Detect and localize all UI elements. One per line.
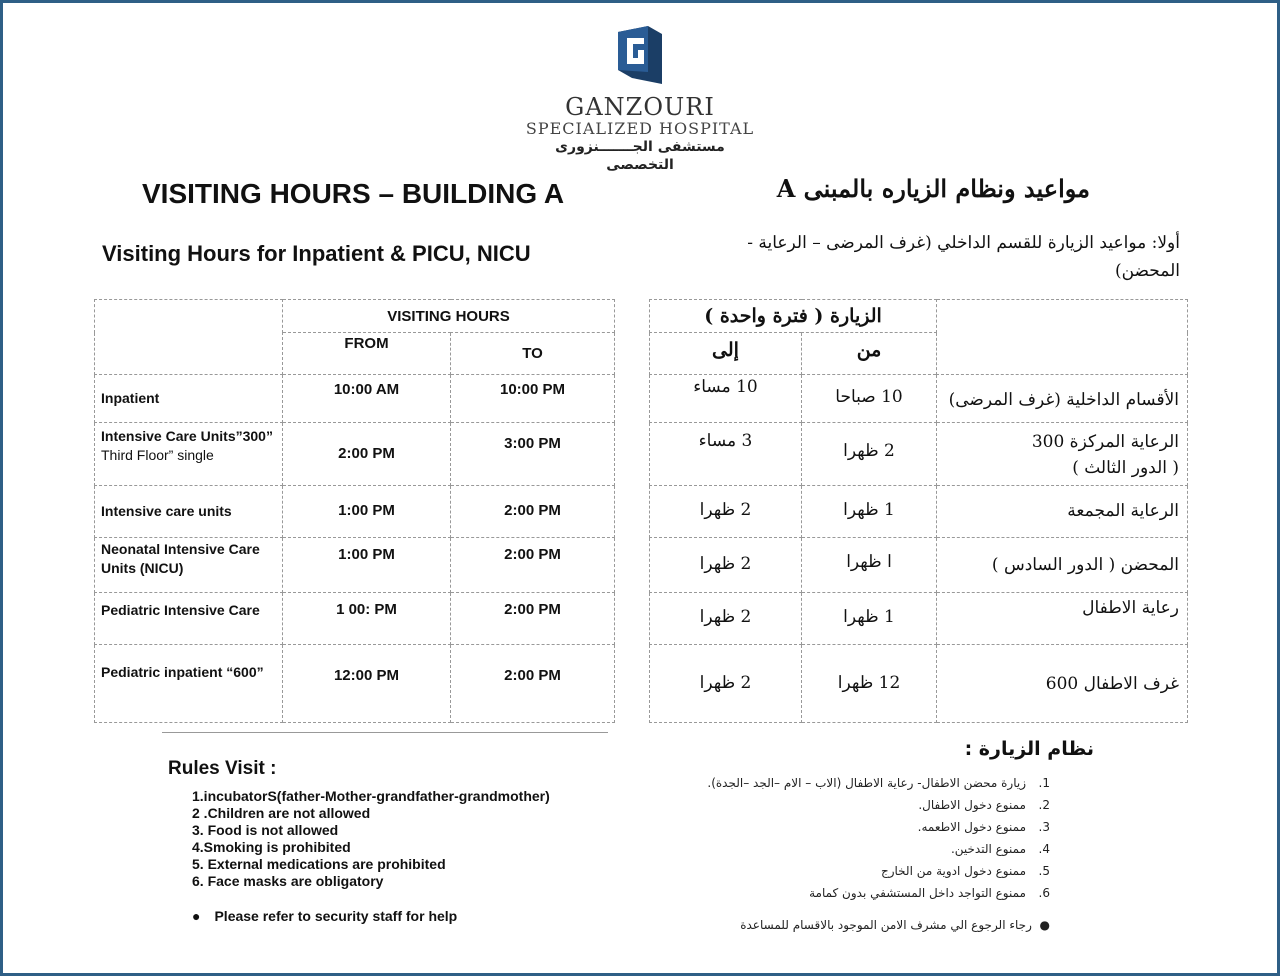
rule-text: زيارة محضن الاطفال- رعاية الاطفال (الاب – الام –الجد –الجدة). (707, 776, 1026, 790)
table-row (95, 645, 615, 723)
row-from: 1 ظهرا (802, 593, 937, 645)
rules-title-ar: نظام الزيارة : (964, 738, 1094, 760)
row-from: 12:00 PM (283, 645, 451, 723)
rule-item: 5. External medications are prohibited (192, 856, 446, 872)
logo-subtitle: SPECIALIZED HOSPITAL (525, 119, 755, 138)
row-to: 3 مساء (650, 423, 802, 486)
row-to: 2:00 PM (451, 538, 615, 593)
table-row (650, 375, 1188, 423)
table-row (95, 593, 615, 645)
row-label: Pediatric Intensive Care (95, 593, 283, 645)
table-row (650, 486, 1188, 538)
row-from: 10:00 AM (283, 375, 451, 423)
row-from: 12 ظهرا (802, 645, 937, 723)
section-subtitle-en: Visiting Hours for Inpatient & PICU, NICU (102, 241, 531, 266)
rules-note-en (192, 908, 550, 924)
row-label (95, 423, 283, 486)
table-corner-cell (95, 300, 283, 375)
row-to: 2 ظهرا (650, 593, 802, 645)
rule-item: 6. Face masks are obligatory (192, 873, 384, 889)
table-row (95, 486, 615, 538)
rule-text: ممنوع دخول الاطفال. (918, 798, 1026, 812)
table-row (650, 645, 1188, 723)
rule-number: 2. (1038, 798, 1050, 812)
rules-note-ar (700, 918, 1100, 932)
table-row (650, 593, 1188, 645)
page-title-en: VISITING HOURS – BUILDING A (142, 178, 565, 209)
row-to: 2 ظهرا (650, 538, 802, 593)
row-label-line2: ( الدور الثالث ) (1072, 458, 1180, 478)
bullet-icon: ● (1039, 918, 1050, 932)
row-label: Intensive care units (95, 486, 283, 538)
row-to: 10 مساء (650, 375, 802, 423)
rule-item-ar (700, 838, 1050, 860)
table-row (95, 538, 615, 593)
rules-note-text: Please refer to security staff for help (214, 908, 458, 924)
rule-item: 2 .Children are not allowed (192, 805, 371, 821)
table-ar-header-to: إلى (650, 333, 802, 375)
rule-item: 3. Food is not allowed (192, 822, 339, 838)
row-label-bold: Intensive Care Units”300” (101, 428, 273, 444)
rule-text: ممنوع دخول ادوية من الخارج (880, 864, 1026, 878)
row-from: 2 ظهرا (802, 423, 937, 486)
table-row (95, 375, 615, 423)
row-label: المحضن ( الدور السادس ) (937, 538, 1188, 593)
rule-number: 5. (1038, 864, 1050, 878)
row-label: Neonatal Intensive Care Units (NICU) (95, 538, 283, 593)
logo-name: GANZOURI (565, 93, 715, 121)
table-header-to: TO (451, 333, 615, 375)
rule-text: ممنوع دخول الاطعمه. (917, 820, 1026, 834)
row-to: 2:00 PM (451, 645, 615, 723)
rules-section-en (168, 758, 550, 924)
row-from: ا ظهرا (802, 538, 937, 593)
rule-item-ar (700, 772, 1050, 794)
hospital-logo-icon (618, 26, 662, 84)
page-title-ar: مواعيد ونظام الزياره بالمبنى A (776, 174, 1090, 203)
row-from: 1:00 PM (283, 486, 451, 538)
section-subtitle-ar: أولا: مواعيد الزيارة للقسم الداخلي (غرف المرضى – الرعاية - المحضن) (747, 233, 1180, 281)
rule-item-ar (700, 882, 1050, 904)
hospital-logo (520, 26, 760, 174)
table-ar-header-from: من (802, 333, 937, 375)
row-label-rest: Third Floor” single (101, 447, 214, 463)
row-to: 3:00 PM (451, 423, 615, 486)
rule-number: 1. (1038, 776, 1050, 790)
row-from: 1 ظهرا (802, 486, 937, 538)
row-label: Pediatric inpatient “600” (95, 645, 283, 723)
logo-arabic-name: مستشفى الجـــــــنزورى التخصصى (555, 139, 725, 173)
table-row (650, 538, 1188, 593)
rule-number: 6. (1038, 886, 1050, 900)
row-label-line1: الرعاية المركزة 300 (1031, 432, 1180, 452)
row-to: 2:00 PM (451, 593, 615, 645)
rule-number: 3. (1038, 820, 1050, 834)
row-from: 1 00: PM (283, 593, 451, 645)
row-label: Inpatient (95, 375, 283, 423)
visiting-hours-table-en (94, 299, 615, 723)
row-label: غرف الاطفال 600 (937, 645, 1188, 723)
table-header-group: VISITING HOURS (283, 300, 615, 333)
bullet-icon: ● (192, 908, 201, 924)
table-ar-corner-cell (937, 300, 1188, 375)
rule-item-ar (700, 860, 1050, 882)
visiting-hours-table-ar (649, 299, 1188, 723)
section-divider (162, 732, 608, 733)
table-ar-header-group: الزيارة ( فترة واحدة ) (650, 300, 937, 333)
rule-item: 1.incubatorS(father-Mother-grandfather-grandmother) (192, 788, 550, 804)
row-from: 10 صباحا (802, 375, 937, 423)
rule-text: ممنوع التدخين. (950, 842, 1026, 856)
row-to: 2 ظهرا (650, 486, 802, 538)
rule-item-ar (700, 816, 1050, 838)
rules-title-en: Rules Visit : (168, 758, 277, 779)
table-row (95, 423, 615, 486)
rule-item: 4.Smoking is prohibited (192, 839, 351, 855)
row-label (937, 423, 1188, 486)
row-label: الأقسام الداخلية (غرف المرضى) (937, 375, 1188, 423)
rule-number: 4. (1038, 842, 1050, 856)
row-to: 10:00 PM (451, 375, 615, 423)
rule-item-ar (700, 794, 1050, 816)
row-from: 1:00 PM (283, 538, 451, 593)
rules-list-ar (700, 772, 1100, 904)
rule-text: ممنوع التواجد داخل المستشفي بدون كمامة (809, 886, 1026, 900)
row-from: 2:00 PM (283, 423, 451, 486)
rules-section-ar (700, 738, 1100, 932)
rules-list-en (192, 788, 550, 890)
row-label: الرعاية المجمعة (937, 486, 1188, 538)
row-to: 2 ظهرا (650, 645, 802, 723)
table-row (650, 423, 1188, 486)
rules-note-ar-text: رجاء الرجوع الي مشرف الامن الموجود بالاقسام للمساعدة (740, 918, 1032, 932)
row-to: 2:00 PM (451, 486, 615, 538)
table-header-from: FROM (283, 333, 451, 375)
row-label: رعاية الاطفال (937, 593, 1188, 645)
